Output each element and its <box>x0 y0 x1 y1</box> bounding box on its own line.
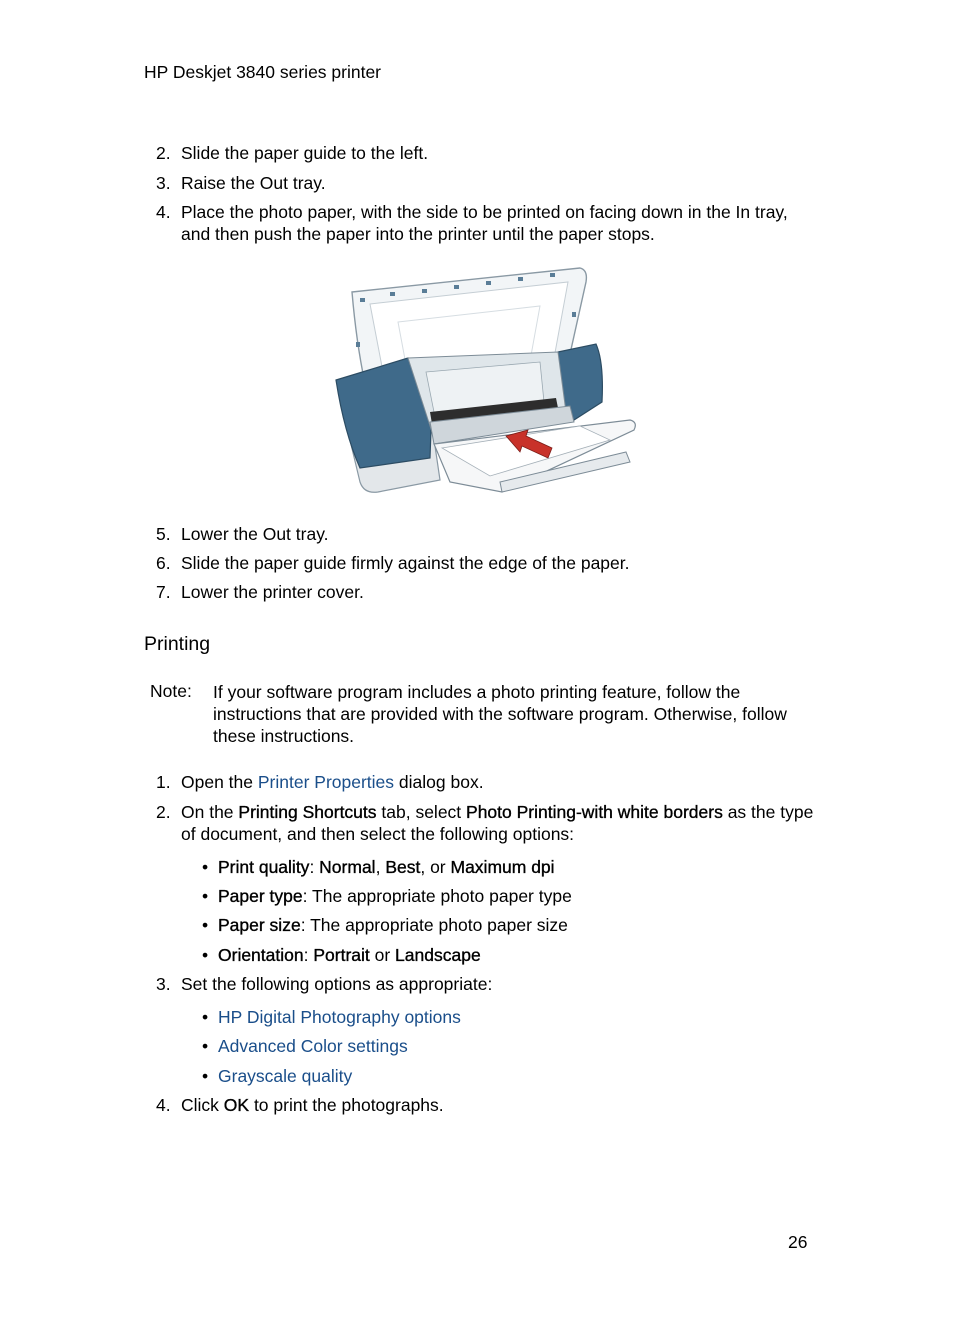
ui-term: Printing Shortcuts <box>238 802 377 822</box>
text-run: : The appropriate photo paper type <box>302 886 572 906</box>
note-label: Note: <box>150 681 192 701</box>
ui-term: Portrait <box>313 945 370 965</box>
step-text: Lower the Out tray. <box>181 524 329 544</box>
step-text: Place the photo paper, with the side to be printed on facing down in the In tray, and then push the paper into the printer until the paper stops. <box>181 202 788 244</box>
step-number: 3. <box>156 974 171 994</box>
step-text: Slide the paper guide to the left. <box>181 143 429 163</box>
step-number: 1. <box>156 772 171 792</box>
step-number: 5. <box>156 524 171 544</box>
step-number: 4. <box>156 202 171 222</box>
step-text: Lower the printer cover. <box>181 582 364 602</box>
text-run: Click <box>181 1095 224 1115</box>
ui-term: Print quality <box>218 857 310 877</box>
ui-term: Paper size <box>218 915 301 935</box>
bullet-icon: • <box>202 857 209 877</box>
step-number: 4. <box>156 1095 171 1115</box>
text-run: , or <box>420 857 451 877</box>
bullet-icon: • <box>202 945 209 965</box>
step-text: Raise the Out tray. <box>181 173 326 193</box>
text-run: tab, select <box>376 802 467 822</box>
ui-term: Maximum dpi <box>450 857 555 877</box>
hp-digital-photography-options-link[interactable]: HP Digital Photography options <box>218 1007 461 1027</box>
advanced-color-settings-link[interactable]: Advanced Color settings <box>218 1036 408 1056</box>
step-number: 2. <box>156 143 171 163</box>
ui-term: Normal <box>319 857 376 877</box>
text-run: : The appropriate photo paper size <box>300 915 568 935</box>
text-run: : <box>309 857 320 877</box>
text-run: , <box>375 857 386 877</box>
bullet-icon: • <box>202 915 209 935</box>
text-run: Open the <box>181 772 258 792</box>
step-text: Set the following options as appropriate: <box>181 974 493 994</box>
note-text: If your software program includes a photo printing feature, follow the instructions that are provided with the software program. Otherwise, follow these instructions. <box>213 682 787 746</box>
option-text <box>218 914 818 936</box>
page-header: HP Deskjet 3840 series printer <box>144 62 382 82</box>
section-heading: Printing <box>144 633 211 655</box>
grayscale-quality-link[interactable]: Grayscale quality <box>218 1066 353 1086</box>
step-number: 2. <box>156 802 171 822</box>
page-number: 26 <box>788 1232 808 1252</box>
step-text: Slide the paper guide firmly against the edge of the paper. <box>181 553 630 573</box>
bullet-icon: • <box>202 1036 209 1056</box>
step-text <box>181 771 821 793</box>
ui-term: OK <box>223 1095 250 1115</box>
option-text <box>218 944 818 966</box>
bullet-icon: • <box>202 1066 209 1086</box>
bullet-icon: • <box>202 1007 209 1027</box>
option-text <box>218 885 818 907</box>
step-number: 3. <box>156 173 171 193</box>
text-run: or <box>369 945 396 965</box>
printer-properties-link[interactable]: Printer Properties <box>257 772 395 792</box>
text-run: dialog box. <box>394 772 484 792</box>
text-run: On the <box>181 802 239 822</box>
step-text <box>181 1094 821 1116</box>
ui-term: Best <box>385 857 421 877</box>
text-run: to print the photographs. <box>249 1095 444 1115</box>
printer-illustration <box>330 262 640 502</box>
text-run: as the type of document, and then select the following options: <box>181 802 814 844</box>
ui-term: Orientation <box>218 945 304 965</box>
option-text <box>218 856 818 878</box>
ui-term: Photo Printing-with white borders <box>466 802 723 822</box>
ui-term: Paper type <box>218 886 303 906</box>
step-number: 6. <box>156 553 171 573</box>
step-number: 7. <box>156 582 171 602</box>
text-run: : <box>303 945 314 965</box>
step-text <box>181 801 821 845</box>
ui-term: Landscape <box>395 945 481 965</box>
bullet-icon: • <box>202 886 209 906</box>
